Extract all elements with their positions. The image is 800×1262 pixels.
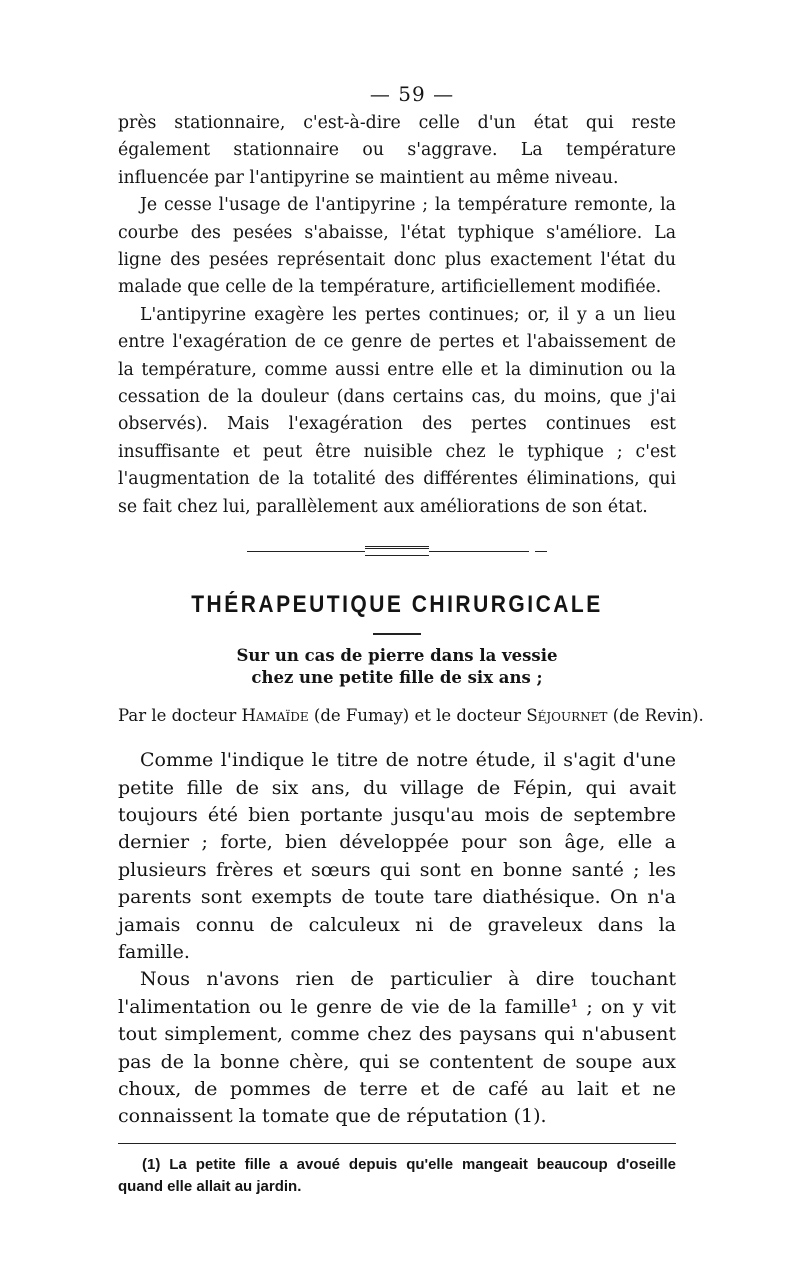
article-title-line: Sur un cas de pierre dans la vessie bbox=[236, 646, 558, 666]
footnote: (1) La petite fille a avoué depuis qu'elle mangeait beaucoup d'oseille quand elle allait au jardin. bbox=[118, 1155, 676, 1195]
title-rule bbox=[373, 633, 421, 635]
article-body bbox=[118, 747, 676, 1131]
paragraph: Comme l'indique le titre de notre étude, il s'agit d'une petite fille de six ans, du village de Fépin, qui avait toujours été bien portante jusqu'au mois de septembre dernier ; forte, bien développée pour son âge, elle a plusieurs frères et sœurs qui sont en bonne santé ; les parents sont exempts de toute tare diathésique. On n'a jamais connu de calculeux ni de graveleux dans la famille. bbox=[118, 749, 676, 963]
paragraph: Je cesse l'usage de l'antipyrine ; la température remonte, la courbe des pesées s'abaisse, l'état typhique s'améliore. La ligne des pesées représentait donc plus exactement l'état du malade que celle de la température, artificiellement modifiée. bbox=[118, 195, 676, 298]
byline-prefix: Par le docteur bbox=[118, 706, 237, 726]
book-page bbox=[118, 82, 704, 1198]
page-number: — 59 — bbox=[369, 82, 455, 106]
paragraph: près stationnaire, c'est-à-dire celle d'un état qui reste également stationnaire ou s'aggrave. La température influencée par l'antipyrine se maintient au même niveau. bbox=[118, 113, 676, 188]
continued-text bbox=[118, 110, 676, 521]
article-title-line: chez une petite fille de six ans ; bbox=[251, 668, 543, 688]
byline bbox=[118, 706, 704, 726]
section-divider-ornament bbox=[247, 545, 547, 559]
byline-place: (de Revin). bbox=[612, 706, 704, 726]
article-title bbox=[118, 645, 676, 689]
author-name: Séjournet bbox=[526, 706, 608, 726]
paragraph: L'antipyrine exagère les pertes continues; or, il y a un lieu entre l'exagération de ce genre de pertes et l'abaissement de la température, comme aussi entre elle et la diminution ou la cessation de la douleur (dans certains cas, du moins, que j'ai observés). Mais l'exagération des pertes continues est insuffisante et peut être nuisible chez le typhique ; c'est l'augmentation de la totalité des différentes éliminations, qui se fait chez lui, parallèlement aux améliorations de son état. bbox=[118, 304, 676, 517]
footnote-rule bbox=[118, 1143, 676, 1144]
author-name: Hamaïde bbox=[241, 706, 309, 726]
section-title: THÉRAPEUTIQUE CHIRURGICALE bbox=[191, 591, 603, 618]
paragraph: Nous n'avons rien de particulier à dire touchant l'alimentation ou le genre de vie de la famille¹ ; on y vit tout simplement, comme chez des paysans qui n'abusent pas de la bonne chère, qui se contentent de soupe aux choux, de pommes de terre et de café au lait et ne connaissent la tomate que de réputation (1). bbox=[118, 968, 676, 1128]
byline-place: (de Fumay) et le docteur bbox=[313, 706, 522, 726]
